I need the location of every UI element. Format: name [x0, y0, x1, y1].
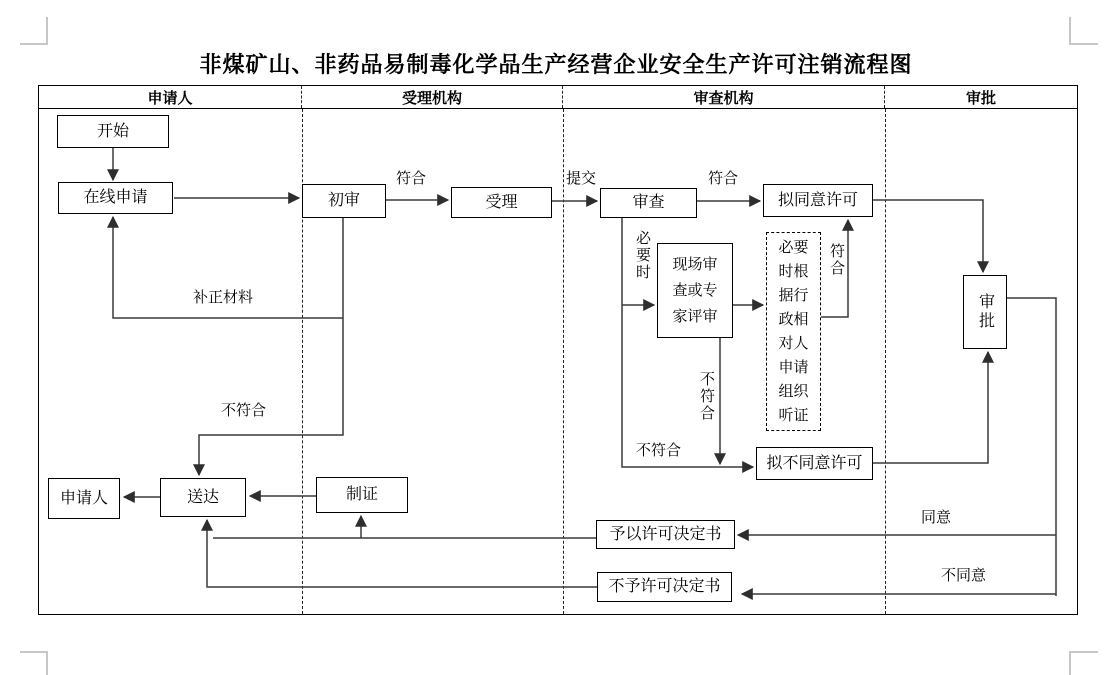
- node-deny-decision: 不予许可决定书: [597, 572, 732, 602]
- crop-mark-top-right: [1069, 17, 1098, 45]
- page-title: 非煤矿山、非药品易制毒化学品生产经营企业安全生产许可注销流程图: [199, 52, 913, 77]
- label-conform-review: 符合: [708, 171, 739, 187]
- label-submit: 提交: [566, 171, 597, 187]
- node-grant-decision: 予以许可决定书: [596, 520, 735, 549]
- node-propose-disapprove: 拟不同意许可: [756, 447, 873, 480]
- node-preliminary-review: 初审: [302, 184, 386, 218]
- swimlane-table: [38, 85, 1078, 615]
- lane-header-applicant: 申请人: [39, 86, 302, 108]
- lane-header-accepting-body: 受理机构: [302, 86, 563, 108]
- crop-mark-bottom-left: [20, 651, 48, 675]
- node-review: 审查: [600, 188, 697, 218]
- node-propose-approve: 拟同意许可: [763, 184, 873, 217]
- lane-separator-2: [563, 109, 564, 614]
- label-agree: 同意: [921, 510, 952, 526]
- lane-separator-3: [885, 109, 886, 614]
- lane-header-row: [39, 86, 1077, 109]
- node-applicant: 申请人: [48, 478, 120, 519]
- node-accept: 受理: [451, 187, 552, 218]
- label-conform-prelim: 符合: [396, 171, 427, 187]
- label-supplement-material: 补正材料: [193, 290, 254, 306]
- label-not-conform-site: 不符合: [698, 371, 714, 422]
- node-deliver: 送达: [160, 478, 246, 517]
- label-conform-hearing: 符合: [828, 243, 844, 277]
- label-not-conform-review: 不符合: [636, 443, 682, 459]
- crop-mark-top-left: [20, 17, 48, 45]
- label-disagree: 不同意: [941, 568, 987, 584]
- node-hearing: 必要时根据行政相对人申请组织听证: [766, 232, 821, 431]
- node-make-cert: 制证: [316, 477, 408, 513]
- node-start: 开始: [57, 115, 169, 148]
- node-site-review: 现场审查或专家评审: [657, 243, 733, 338]
- node-approval: 审批: [963, 275, 1007, 349]
- node-online-apply: 在线申请: [58, 182, 173, 214]
- label-not-conform-prelim: 不符合: [221, 403, 267, 419]
- lane-header-approval: 审批: [965, 90, 996, 107]
- lane-header-review-body: 审查机构: [563, 86, 885, 108]
- label-when-necessary: 必要时: [634, 230, 650, 281]
- crop-mark-bottom-right: [1069, 651, 1098, 675]
